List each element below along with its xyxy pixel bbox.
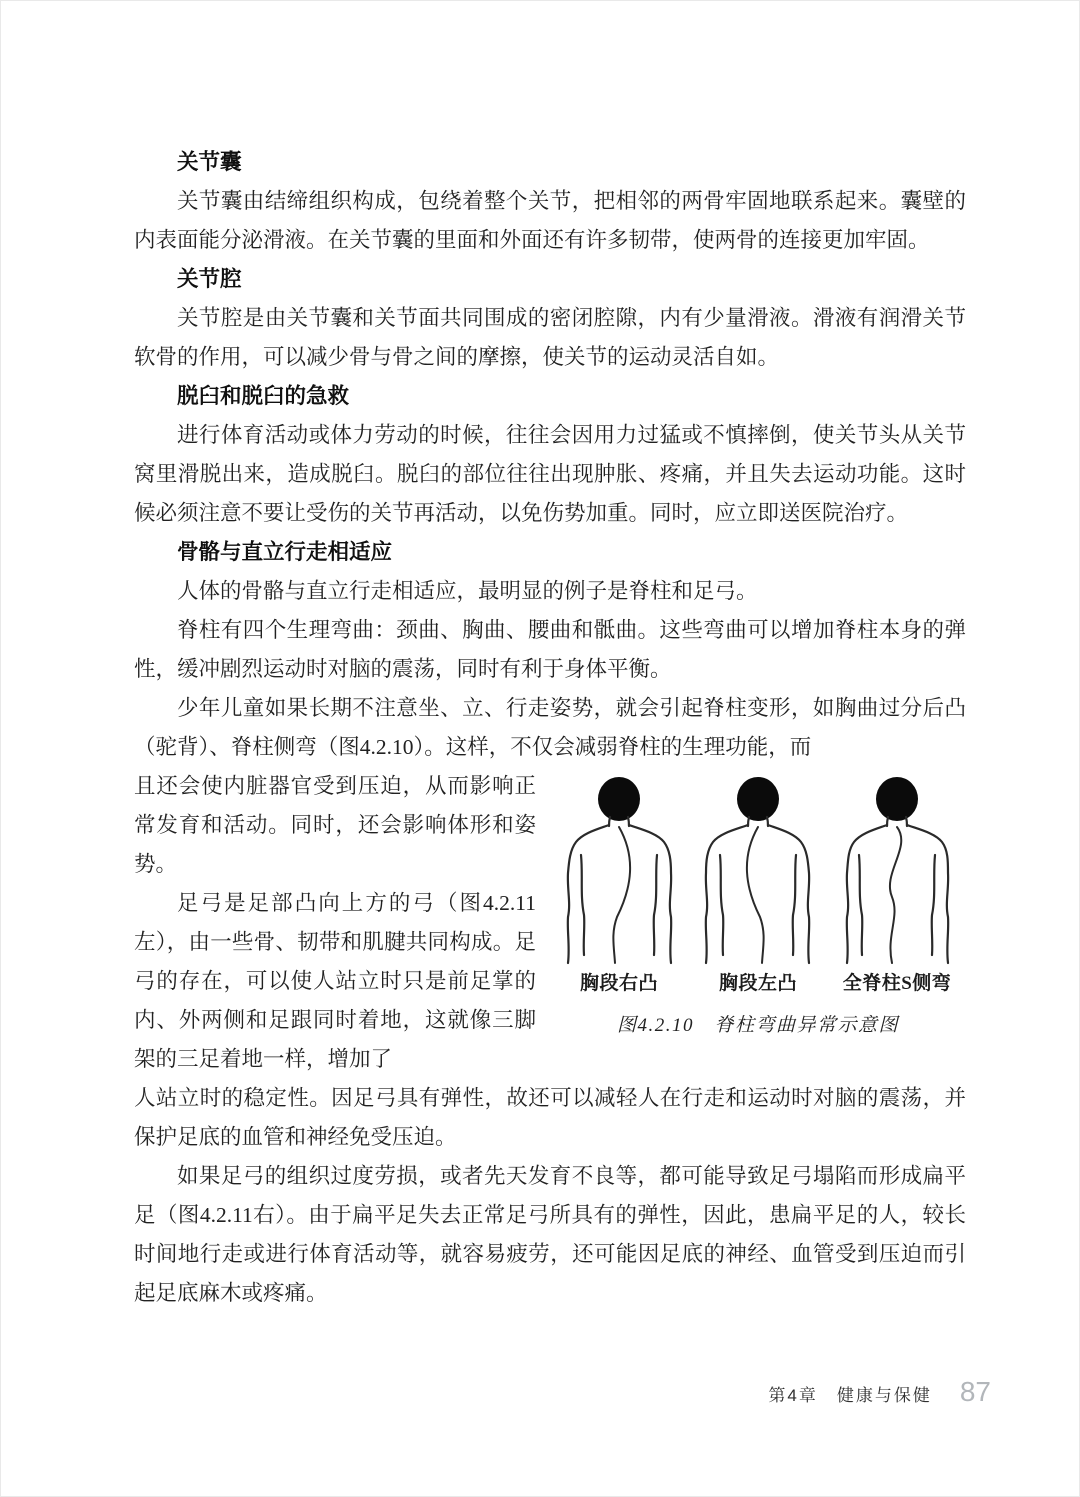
back-silhouette-s-scoliosis-icon: [832, 775, 962, 965]
heading-dislocation: 脱臼和脱臼的急救: [177, 384, 350, 408]
back-silhouette-thoracic-left-icon: [693, 775, 823, 965]
figure-item-s-scoliosis: [830, 775, 964, 996]
paragraph-upright-intro: 人体的骨骼与直立行走相适应，最明显的例子是脊柱和足弓。: [177, 579, 758, 603]
paragraph-spine-curves: 脊柱有四个生理弯曲：颈曲、胸曲、腰曲和骶曲。这些弯曲可以增加脊柱本身的弹性，缓冲剧烈运动时对脑的震荡，同时有利于身体平衡。: [134, 618, 966, 681]
wrapped-text-column: [134, 767, 536, 1079]
paragraph-foot-arch-cont: 人站立时的稳定性。因足弓具有弹性，故还可以减轻人在行走和运动时对脑的震荡，并保护足底的血管和神经免受压迫。: [134, 1086, 966, 1149]
heading-upright-walking: 骨骼与直立行走相适应: [177, 540, 393, 564]
heading-joint-cavity: 关节腔: [177, 267, 242, 291]
figure-item-thoracic-left: [691, 775, 825, 996]
figure-illustrations: [550, 775, 966, 996]
back-silhouette-thoracic-right-icon: [554, 775, 684, 965]
paragraph-spine-deform-cont: 且还会使内脏器官受到压迫，从而影响正常发育和活动。同时，还会影响体形和姿势。: [134, 774, 536, 876]
paragraph-foot-arch-start: 足弓是足部凸向上方的弓（图4.2.11左），由一些骨、韧带和肌腱共同构成。足弓的存在，可以使人站立时只是前足掌的内、外两侧和足跟同时着地，这就像三脚架的三足着地一样，增加了: [134, 891, 536, 1071]
paragraph-joint-capsule: 关节囊由结缔组织构成，包绕着整个关节，把相邻的两骨牢固地联系起来。囊壁的内表面能分泌滑液。在关节囊的里面和外面还有许多韧带，使两骨的连接更加牢固。: [134, 189, 966, 252]
paragraph-joint-cavity: 关节腔是由关节囊和关节面共同围成的密闭腔隙，内有少量滑液。滑液有润滑关节软骨的作用，可以减少骨与骨之间的摩擦，使关节的运动灵活自如。: [134, 306, 966, 369]
figure-label-s-scoliosis: 全脊柱S侧弯: [842, 973, 952, 994]
page-content: [134, 143, 966, 1313]
figure-label-thoracic-left: 胸段左凸: [718, 973, 797, 994]
figure-item-thoracic-right: [552, 775, 686, 996]
paragraph-dislocation: 进行体育活动或体力劳动的时候，往往会因用力过猛或不慎摔倒，使关节头从关节窝里滑脱出来，造成脱臼。脱臼的部位往往出现肿胀、疼痛，并且失去运动功能。这时候必须注意不要让受伤的关节再活动，以免伤势加重。同时，应立即送医院治疗。: [134, 423, 966, 525]
heading-joint-capsule: 关节囊: [177, 150, 242, 174]
figure-label-thoracic-right: 胸段右凸: [579, 973, 658, 994]
footer-chapter-title: 第4章 健康与保健: [768, 1386, 932, 1405]
text-figure-region: [134, 767, 966, 1079]
footer-page-number: 87: [959, 1376, 991, 1407]
page-footer: [768, 1376, 991, 1408]
figure-caption: 图4.2.10 脊柱弯曲异常示意图: [616, 1015, 899, 1036]
paragraph-flat-foot: 如果足弓的组织过度劳损，或者先天发育不良等，都可能导致足弓塌陷而形成扁平足（图4.2.11右）。由于扁平足失去正常足弓所具有的弹性，因此，患扁平足的人，较长时间地行走或进行体育活动等，就容易疲劳，还可能因足底的神经、血管受到压迫而引起足底麻木或疼痛。: [134, 1164, 966, 1305]
figure-4-2-10: [550, 767, 966, 1045]
paragraph-spine-deform-start: 少年儿童如果长期不注意坐、立、行走姿势，就会引起脊柱变形，如胸曲过分后凸（驼背）、脊柱侧弯（图4.2.10）。这样，不仅会减弱脊柱的生理功能，而: [134, 696, 966, 759]
